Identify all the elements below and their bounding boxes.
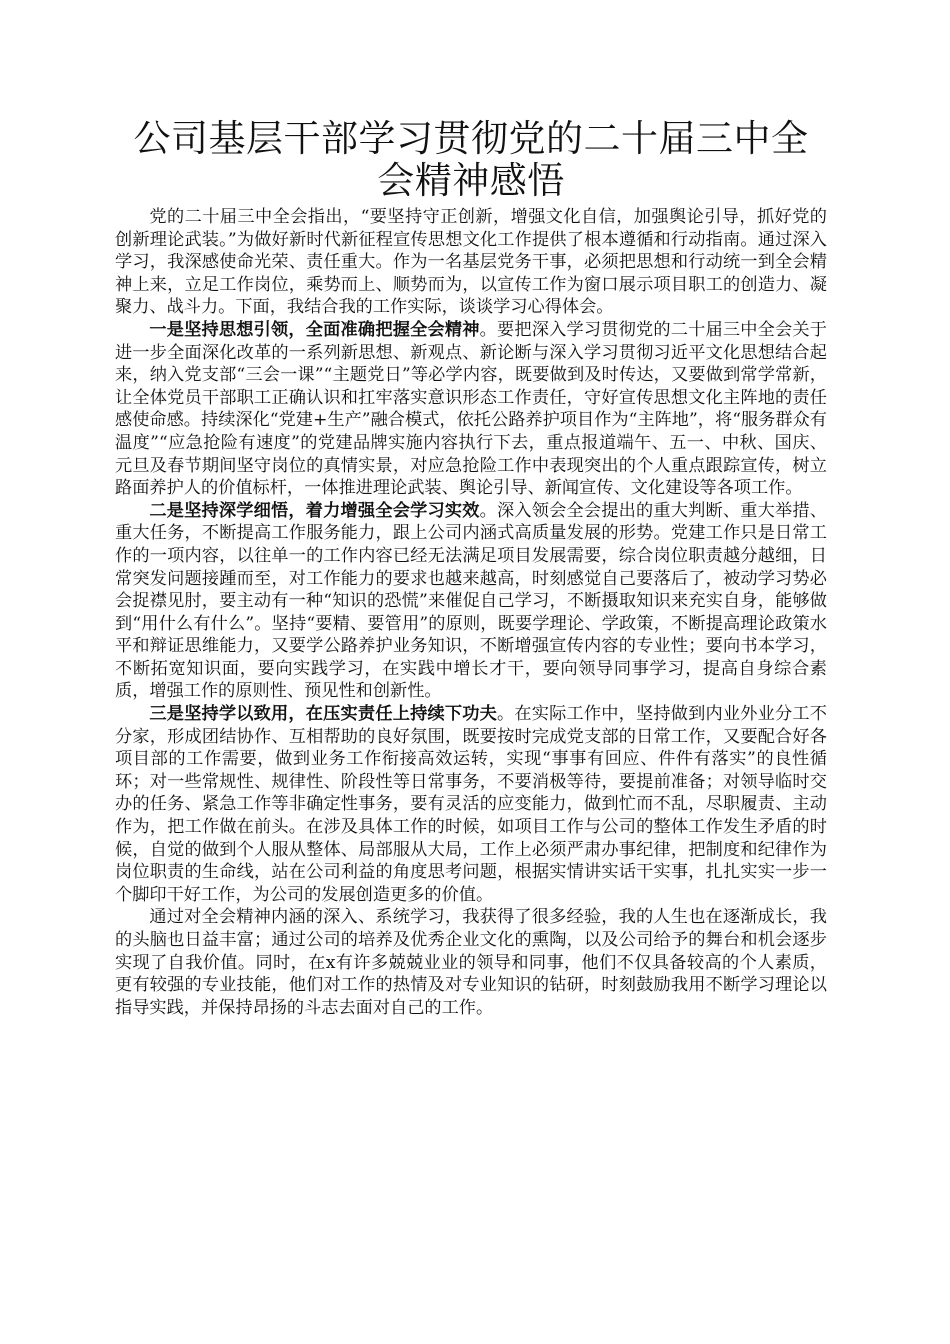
document-title: 公司基层干部学习贯彻党的二十届三中全会精神感悟 xyxy=(133,117,809,202)
paragraph-point-three xyxy=(115,703,827,906)
document-page xyxy=(115,118,827,1019)
paragraph-text: 通过对全会精神内涵的深入、系统学习，我获得了很多经验，我的人生也在逐渐成长，我的头脑也日益丰富；通过公司的培养及优秀企业文化的熏陶，以及公司给予的舞台和机会逐步实现了自我价值。同时，在x有许多兢兢业业的领导和同事，他们不仅具备较高的个人素质，更有较强的专业技能，他们对工作的热情及对专业知识的钻研，时刻鼓励我用不断学习理论以指导实践，并保持昂扬的斗志去面对自己的工作。 xyxy=(115,907,827,1018)
paragraph-lead: 一是坚持思想引领，全面准确把握全会精神 xyxy=(149,319,480,340)
paragraph-point-two xyxy=(115,500,827,703)
paragraph-lead: 三是坚持学以致用，在压实责任上持续下功夫 xyxy=(149,704,497,725)
paragraph-text: 。深入领会全会提出的重大判断、重大举措、重大任务，不断提高工作服务能力，跟上公司内涵式高质量发展的形势。党建工作只是日常工作的一项内容，以往单一的工作内容已经无法满足项目发展需要，综合岗位职责越分越细，日常突发问题接踵而至，对工作能力的要求也越来越高，时刻感觉自己要落后了，被动学习势必会捉襟见肘，要主动有一种“知识的恐慌”来催促自己学习，不断摄取知识来充实自身，能够做到“用什么有什么”。坚持“要精、要管用”的原则，既要学理论、学政策，不断提高理论政策水平和辩证思维能力，又要学公路养护业务知识，不断增强宣传内容的专业性；要向书本学习，不断拓宽知识面，要向实践学习，在实践中增长才干，要向领导同事学习，提高自身综合素质，增强工作的原则性、预见性和创新性。 xyxy=(115,500,827,702)
paragraph-text: 党的二十届三中全会指出，“要坚持守正创新，增强文化自信，加强舆论引导，抓好党的创新理论武装。”为做好新时代新征程宣传思想文化工作提供了根本遵循和行动指南。通过深入学习，我深感使命光荣、责任重大。作为一名基层党务干事，必须把思想和行动统一到全会精神上来，立足工作岗位，乘势而上、顺势而为，以宣传工作为窗口展示项目职工的创造力、凝聚力、战斗力。下面，我结合我的工作实际，谈谈学习心得体会。 xyxy=(115,207,827,318)
paragraph-text: 。在实际工作中，坚持做到内业外业分工不分家，形成团结协作、互相帮助的良好氛围，既要按时完成党支部的日常工作，又要配合好各项目部的工作需要，做到业务工作衔接高效运转，实现“事事有回应、件件有落实”的良性循环；对一些常规性、规律性、阶段性等日常事务，不要消极等待，要提前准备；对领导临时交办的任务、紧急工作等非确定性事务，要有灵活的应变能力，做到忙而不乱，尽职履责、主动作为，把工作做在前头。在涉及具体工作的时候，如项目工作与公司的整体工作发生矛盾的时候，自觉的做到个人服从整体、局部服从大局，工作上必须严肃办事纪律，把制度和纪律作为岗位职责的生命线，站在公司利益的角度思考问题，根据实情讲实话干实事，扎扎实实一步一个脚印干好工作，为公司的发展创造更多的价值。 xyxy=(115,704,827,905)
paragraph-intro xyxy=(115,206,827,319)
paragraph-text: 。要把深入学习贯彻党的二十届三中全会关于进一步全面深化改革的一系列新思想、新观点、新论断与深入学习贯彻习近平文化思想结合起来，纳入党支部“三会一课”“主题党日”等必学内容，既要做到及时传达，又要做到常学常新，让全体党员干部职工正确认识和扛牢落实意识形态工作责任，守好宣传思想文化主阵地的责任感使命感。持续深化“党建+生产”融合模式，依托公路养护项目作为“主阵地”，将“服务群众有温度”“应急抢险有速度”的党建品牌实施内容执行下去，重点报道端午、五一、中秋、国庆、元旦及春节期间坚守岗位的真情实景，对应急抢险工作中表现突出的个人重点跟踪宣传，树立路面养护人的价值标杆，一体推进理论武装、舆论引导、新闻宣传、文化建设等各项工作。 xyxy=(115,319,827,499)
paragraph-conclusion xyxy=(115,906,827,1019)
paragraph-point-one xyxy=(115,319,827,500)
paragraph-lead: 二是坚持深学细悟，着力增强全会学习实效 xyxy=(149,500,480,521)
